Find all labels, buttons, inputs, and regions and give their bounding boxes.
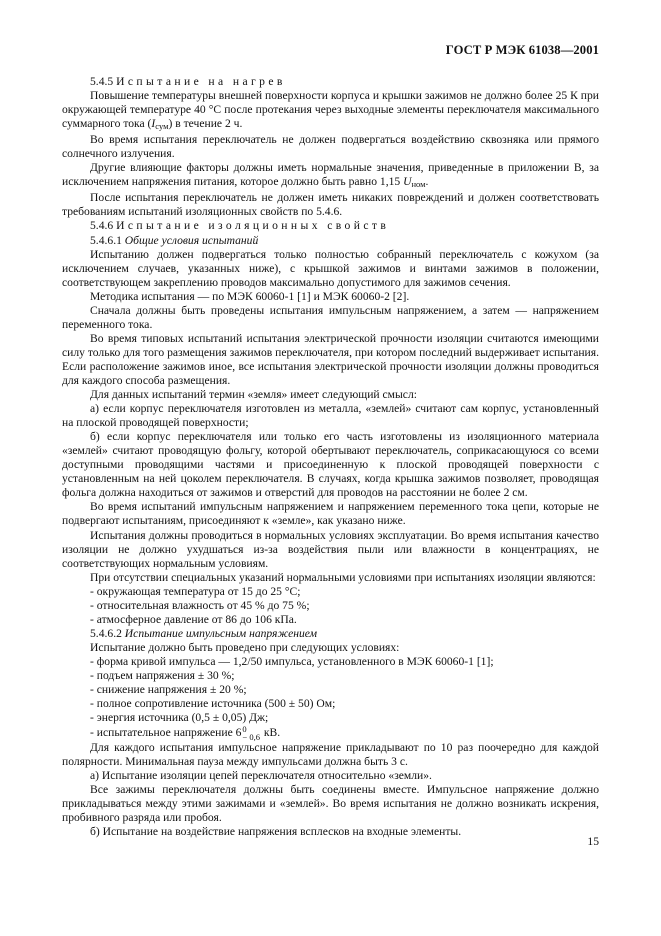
list-item: - энергия источника (0,5 ± 0,05) Дж; bbox=[90, 711, 269, 725]
paragraph: Повышение температуры внешней поверхности корпуса и крышки зажимов не должно более 25 К при окружающей температуре 40 °С после протекания через выходные элементы переключателя максимального суммарного тока $(I_{сум})$ в течение 2 ч. bbox=[62, 89, 599, 132]
paragraph: После испытания переключатель не должен иметь никаких повреждений и должен соответствовать требованиям испытаний изоляционных свойств по 5.4.6. bbox=[62, 191, 599, 219]
list-item: - атмосферное давление от 86 до 106 кПа. bbox=[90, 612, 297, 626]
section-5-4-6-1-heading: 5.4.6.1 Общие условия испытаний bbox=[90, 233, 259, 247]
paragraph: Другие влияющие факторы должны иметь нормальные значения, приведенные в приложении В, за исключением напряжения питания, которое должно быть равно 1,15 $U_{ном}$. bbox=[62, 161, 599, 190]
paragraph: Для каждого испытания импульсное напряжение прикладывают по 10 раз поочередно для каждой полярности. Минимальная пауза между импульсами должна быть 3 с. bbox=[62, 741, 599, 769]
section-5-4-6-2-heading: 5.4.6.2 Испытание импульсным напряжением bbox=[90, 626, 318, 640]
paragraph: Испытание должно быть проведено при следующих условиях: bbox=[90, 640, 400, 654]
paragraph: При отсутствии специальных указаний нормальными условиями при испытаниях изоляции являются: bbox=[90, 570, 596, 584]
paragraph: Испытанию должен подвергаться только полностью собранный переключатель с кожухом (за исключением случаев, указанных ниже), с крышкой зажимов и винтами зажимов в положении, соответствующем закреплению проводов максимально допустимого для зажимов сечения. bbox=[62, 247, 599, 289]
paragraph: Во время испытания переключатель не должен подвергаться воздействию сквозняка или прямого солнечного излучения. bbox=[62, 133, 599, 161]
paragraph: б) если корпус переключателя или только его часть изготовлены из изоляционного материала «землей» считают проводящую фольгу, которой обертывают переключатель, соприкасающуюся со всеми доступными проводящими частями и присоединенную к плоской проводящей поверхности с установленным на ней цоколем переключателя. В случаях, когда крышка зажимов позволяет, проводящая фольга должна находиться от зажимов и отверстий для проводов на расстоянии не более 2 см. bbox=[62, 430, 599, 500]
list-item: - окружающая температура от 15 до 25 °С; bbox=[90, 584, 301, 598]
paragraph: а) Испытание изоляции цепей переключателя относительно «земли». bbox=[90, 769, 432, 783]
list-item: - испытательное напряжение 6 0 − 0,6 кВ. bbox=[90, 724, 281, 743]
paragraph: б) Испытание на воздействие напряжения всплесков на входные элементы. bbox=[90, 825, 462, 839]
paragraph: Во время типовых испытаний испытания электрической прочности изоляции считаются имеющими силу только для того размещения зажимов переключателя, при котором последний выдерживает испытания. Если расположение зажимов иное, все испытания электрической прочности изоляции должны проводиться для каждого способа размещения. bbox=[62, 331, 599, 387]
list-item: - полное сопротивление источника (500 ± 50) Ом; bbox=[90, 697, 336, 711]
list-item: - форма кривой импульса — 1,2/50 импульса, установленного в МЭК 60060-1 [1]; bbox=[90, 654, 494, 668]
paragraph: Испытания должны проводиться в нормальных условиях эксплуатации. Во время испытания качество изоляции не должно ухудшаться из-за воздействия пыли или влажности в концентрациях, не соответствующих нормальным условиям. bbox=[62, 528, 599, 570]
section-5-4-6-heading: 5.4.6 Испытание изоляционных свойств bbox=[90, 219, 390, 233]
paragraph: Сначала должны быть проведены испытания импульсным напряжением, а затем — напряжением переменного тока. bbox=[62, 303, 599, 331]
page-number: 15 bbox=[587, 835, 599, 848]
paragraph: Все зажимы переключателя должны быть соединены вместе. Импульсное напряжение должно прикладываться между этими зажимами и «землей». Во время испытания не должно возникать искрения, пробивного разряда или пробоя. bbox=[62, 783, 599, 825]
section-5-4-5-heading: 5.4.5 Испытание на нагрев bbox=[90, 75, 286, 88]
list-item: - относительная влажность от 45 % до 75 %; bbox=[90, 598, 310, 612]
standard-header: ГОСТ Р МЭК 61038—2001 bbox=[445, 43, 599, 57]
paragraph: Во время испытаний импульсным напряжением и напряжением переменного тока цепи, которые не подвергают испытаниям, присоединяют к «земле», как указано ниже. bbox=[62, 500, 599, 528]
list-item: - подъем напряжения ± 30 %; bbox=[90, 668, 235, 682]
paragraph: а) если корпус переключателя изготовлен из металла, «землей» считают сам корпус, установленный на плоской проводящей поверхности; bbox=[62, 402, 599, 430]
list-item: - снижение напряжения ± 20 %; bbox=[90, 683, 247, 697]
paragraph: Для данных испытаний термин «земля» имеет следующий смысл: bbox=[90, 388, 417, 402]
document-body bbox=[62, 75, 599, 839]
paragraph: Методика испытания — по МЭК 60060-1 [1] и МЭК 60060-2 [2]. bbox=[90, 289, 410, 303]
